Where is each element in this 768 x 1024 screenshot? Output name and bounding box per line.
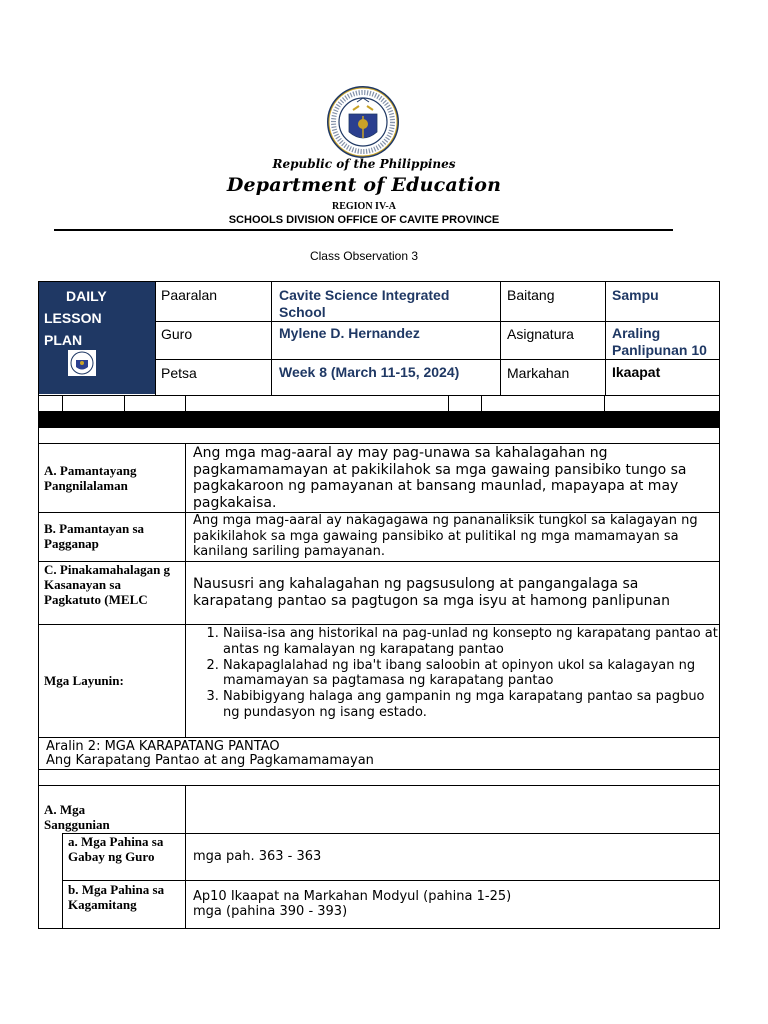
asignatura-label: Asignatura — [507, 326, 574, 342]
pamantayan-sa-pagganap-label: B. Pamantayan sa Pagganap — [44, 521, 145, 551]
aralin-title: Aralin 2: MGA KARAPATANG PANTAO — [46, 739, 280, 754]
aralin-subtitle: Ang Karapatang Pantao at ang Pagkamamamayan — [46, 753, 374, 768]
petsa-value: Week 8 (March 11-15, 2024) — [279, 364, 460, 380]
gabay-ng-guro-value: mga pah. 363 - 363 — [193, 849, 322, 864]
deped-mini-seal-icon — [68, 350, 96, 376]
baitang-label: Baitang — [507, 287, 555, 303]
pamantayang-pangnilalaman-value: Ang mga mag-aaral ay may pag-unawa sa kahalagahan ng pagkamamamayan at pakikilahok sa mga gawaing pansibiko tungo sa pagkakaroon ng pamayanan at bansang maunlad, mapayapa at may pagkakaisa. — [193, 445, 687, 511]
dlp-title — [44, 285, 150, 351]
melc-value: Naususri ang kahalagahan ng pagsusulong at pangangalaga sa karapatang pantao sa pagtugon sa mga isyu at hamong panlipunan — [193, 576, 671, 609]
markahan-label: Markahan — [507, 365, 570, 381]
markahan-value: Ikaapat — [612, 364, 661, 380]
pamantayan-sa-pagganap-value: Ang mga mag-aaral ay nakagagawa ng pananaliksik tungkol sa kalagayan ng pakikilahok sa mga gawaing pansibiko at pulitikal ng mga mamamayan sa kanilang sariling pamayanan. — [193, 513, 698, 559]
republic-heading: Republic of the Philippines — [272, 157, 456, 171]
baitang-value: Sampu — [612, 287, 659, 303]
gabay-ng-guro-label: a. Mga Pahina sa Gabay ng Guro — [68, 834, 164, 864]
kagamitang-value-line1: Ap10 Ikaapat na Markahan Modyul (pahina 1-25) — [193, 889, 512, 904]
header-divider — [54, 229, 673, 231]
layunin-item: 2. Nakapaglalahad ng iba't ibang saloobin at opinyon ukol sa kalagayan ng mamamayan sa pagtamasa ng karapatang pantao — [223, 658, 718, 690]
paaralan-value: Cavite Science Integrated School — [279, 287, 450, 320]
mga-layunin-label: Mga Layunin: — [44, 673, 124, 688]
pamantayang-pangnilalaman-label: A. Pamantayang Pangnilalaman — [44, 463, 137, 493]
deped-seal-logo — [327, 86, 399, 158]
layunin-item: 3. Nabibigyang halaga ang gampanin ng mga karapatang pantao sa pagbuo ng pundasyon ng isang estado. — [223, 689, 718, 721]
kagamitang-value-line2: mga (pahina 390 - 393) — [193, 904, 348, 919]
region-heading: REGION IV-A — [332, 201, 396, 212]
guro-label: Guro — [161, 326, 193, 342]
kagamitang-label: b. Mga Pahina sa Kagamitang — [68, 882, 165, 912]
section-band — [38, 411, 720, 428]
melc-label: C. Pinakamahalagan g Kasanayan sa Pagkatuto (MELC — [44, 562, 171, 607]
paaralan-label: Paaralan — [161, 287, 218, 303]
layunin-item: 1. Naiisa-isa ang historikal na pag-unlad ng konsepto ng karapatang pantao at antas ng kamalayan ng karapatang pantao — [223, 626, 718, 658]
division-heading: SCHOOLS DIVISION OFFICE OF CAVITE PROVINCE — [228, 214, 500, 226]
petsa-label: Petsa — [161, 365, 197, 381]
dlp-title-line2: LESSON — [44, 310, 102, 326]
asignatura-value: Araling Panlipunan 10 — [612, 325, 707, 358]
department-heading: Department of Education — [226, 174, 502, 196]
mga-layunin-list — [193, 626, 718, 721]
dlp-title-line3: PLAN — [44, 332, 83, 348]
mga-sanggunian-label: A. Mga Sanggunian — [44, 802, 110, 832]
guro-value: Mylene D. Hernandez — [279, 325, 420, 341]
dlp-title-line1: DAILY — [66, 288, 107, 304]
observation-label: Class Observation 3 — [309, 249, 419, 263]
